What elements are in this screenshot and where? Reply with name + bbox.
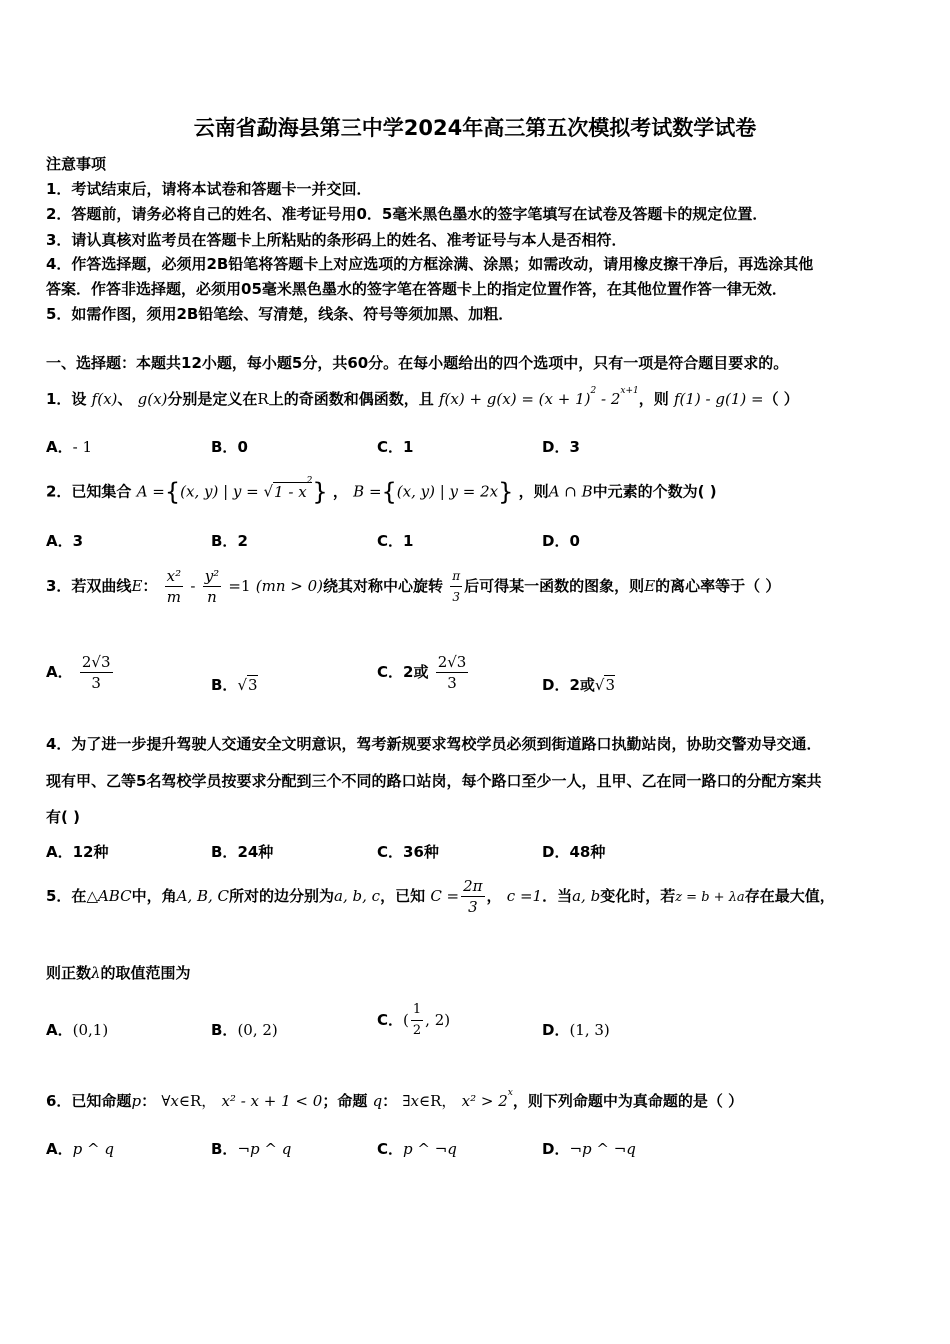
option-d[interactable]: D．0 [542,532,580,550]
question-1: 1．设 f(x)、 g(x)分别是定义在R上的奇函数和偶函数，且 $f(x) + g(x) = (x + 1)^2 - 2^{x+1}$，则 f(1) - g(1) =（ ） [46,386,799,408]
notice-item: 答案．作答非选择题，必须用05毫米黑色墨水的签字笔在答题卡上的指定位置作答，在其他位置作答一律无效． [46,280,787,298]
option-a[interactable]: A．3 [46,532,84,550]
option-d[interactable]: D．2或√3 [542,676,615,694]
notice-item: 3．请认真核对监考员在答题卡上所粘贴的条形码上的姓名、准考证号与本人是否相符． [46,231,627,249]
option-a[interactable]: A．p ^ q [46,1140,114,1158]
option-b[interactable]: B．(0, 2) [211,1021,278,1039]
question-5-line2: 则正数λ的取值范围为 [46,964,191,982]
question-3: 3．若双曲线E： $\frac{\text{x²}}{m}$ - $\frac{\text{y²}}{n}$ =1 (mn > 0)绕其对称中心旋转 $\frac{\pi}{3}$ 后可得某一函数的图象，则E的离心率等于（ ） [46,567,781,606]
page-title: 云南省勐海县第三中学2024年高三第五次模拟考试数学试卷 [193,116,757,140]
option-c[interactable]: C．p ^ ¬q [377,1140,457,1158]
notice-item: 1．考试结束后，请将本试卷和答题卡一并交回． [46,180,372,198]
option-c[interactable]: C．1 [377,438,414,456]
option-c[interactable]: C．1 [377,532,414,550]
notice-item: 2．答题前，请务必将自己的姓名、准考证号用0．5毫米黑色墨水的签字笔填写在试卷及答题卡的规定位置． [46,205,768,223]
question-4-line: 4．为了进一步提升驾驶人交通安全文明意识，驾考新规要求驾校学员必须到街道路口执勤站岗，协助交警劝导交通． [46,735,822,753]
option-a[interactable]: A．- 1 [46,438,92,456]
option-d[interactable]: D．48种 [542,843,606,861]
option-c[interactable]: C．( $\frac{1}{2}$ , 2) [377,1000,450,1041]
question-6: 6．已知命题p： ∀x∈R， x² - x + 1 < 0；命题 q： ∃x∈R， $x^2 > 2^x$，则下列命题中为真命题的是（ ） [46,1088,744,1110]
question-4-line: 现有甲、乙等5名驾校学员按要求分配到三个不同的路口站岗，每个路口至少一人，且甲、乙在同一路口的分配方案共 [46,772,822,790]
option-d[interactable]: D．3 [542,438,580,456]
option-b[interactable]: B．24种 [211,843,274,861]
question-4-line: 有( ) [46,808,80,826]
question-5: 5．在△ABC中，角A, B, C所对的边分别为a, b, c，已知 C = $\frac{2\pi}{3}$ ， c =1．当a, b变化时，若z = b + λa存在最大值， [46,877,835,916]
option-b[interactable]: B．2 [211,532,248,550]
option-b[interactable]: B．0 [211,438,248,456]
option-a[interactable]: A．12种 [46,843,109,861]
option-a[interactable]: A． $\frac{2√3}{3}$ [46,653,111,692]
option-b[interactable]: B．√3 [211,676,258,694]
notice-heading: 注意事项 [46,155,107,173]
option-d[interactable]: D．(1, 3) [542,1021,610,1039]
notice-item: 5．如需作图，须用2B铅笔绘、写清楚，线条、符号等须加黑、加粗． [46,305,514,323]
option-c[interactable]: C．36种 [377,843,439,861]
option-b[interactable]: B．¬p ^ q [211,1140,292,1158]
notice-item: 4．作答选择题，必须用2B铅笔将答题卡上对应选项的方框涂满、涂黑；如需改动，请用橡皮擦干净后，再选涂其他 [46,255,814,273]
question-2: 2．已知集合 A ={(x, y) | $y = √1 - x^2$} ， B ={(x, y) | y = 2x} ，则A ∩ B中元素的个数为( ) [46,476,717,506]
section-heading: 一、选择题：本题共12小题，每小题5分，共60分。在每小题给出的四个选项中，只有一项是符合题目要求的。 [46,354,789,372]
option-c[interactable]: C．2或 $\frac{2√3}{3}$ [377,653,467,692]
option-d[interactable]: D．¬p ^ ¬q [542,1140,636,1158]
option-a[interactable]: A．(0,1) [46,1021,109,1039]
